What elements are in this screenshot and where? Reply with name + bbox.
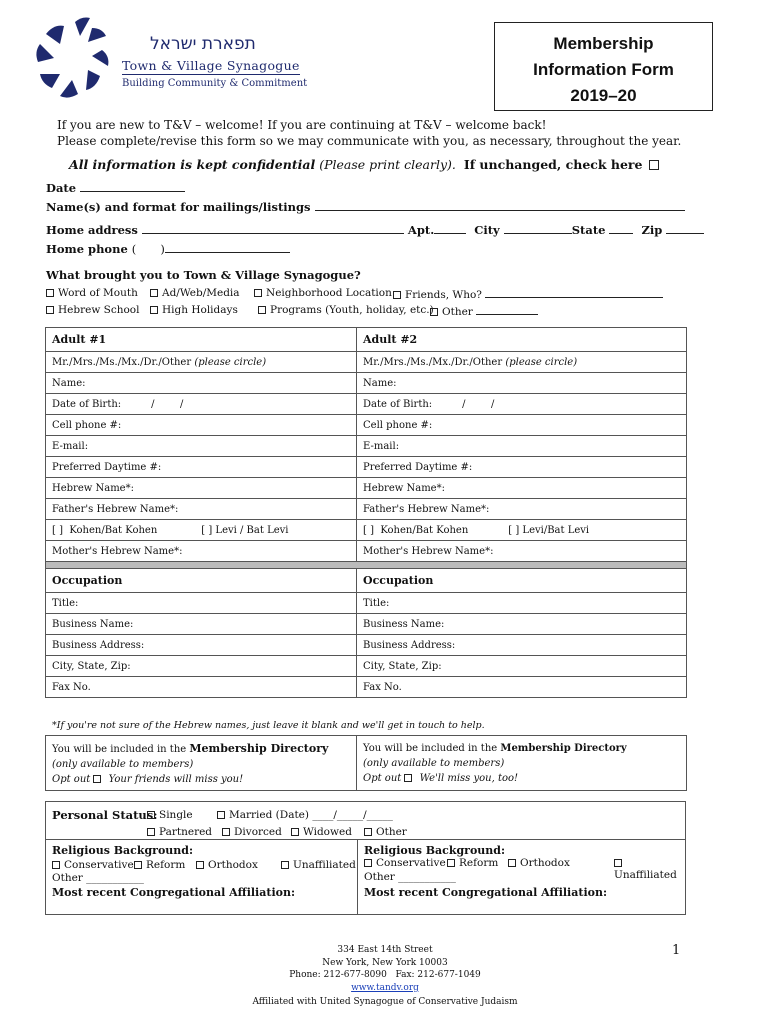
- table-row: [46, 614, 687, 635]
- address-row: [46, 223, 704, 237]
- intro-line1: If you are new to T&V – welcome! If you are continuing at T&V – welcome back!: [57, 118, 547, 132]
- option-label: Other: [376, 826, 407, 838]
- table-row: [46, 656, 687, 677]
- checkbox-icon: [150, 306, 158, 314]
- referral-option-programs[interactable]: [258, 304, 434, 316]
- other-field[interactable]: [476, 304, 538, 315]
- religious-left-orthodox[interactable]: [196, 859, 258, 871]
- occupation2-fax-cell[interactable]: Fax No.: [357, 677, 687, 698]
- footer: [185, 944, 585, 1009]
- apt-label: Apt.: [407, 223, 435, 237]
- org-hebrew-name: תפארת ישראל: [150, 34, 256, 54]
- checkbox-icon: [147, 828, 155, 836]
- status-single[interactable]: [147, 809, 193, 821]
- table-row: [46, 593, 687, 614]
- occupation1-title-cell[interactable]: Title:: [46, 593, 357, 614]
- page-number: 1: [672, 943, 681, 958]
- adult1-name-cell[interactable]: Name:: [46, 373, 357, 394]
- directory-title: Membership Directory: [500, 743, 627, 754]
- table-row: [46, 499, 687, 520]
- checkbox-icon: [134, 861, 142, 869]
- adult2-header: Adult #2: [357, 328, 687, 352]
- names-row: [46, 200, 685, 214]
- phone-paren-close: ): [160, 242, 165, 256]
- option-label: Unaffiliated: [293, 859, 356, 871]
- option-label: Widowed: [303, 826, 352, 838]
- affiliation-right[interactable]: Most recent Congregational Affiliation:: [364, 886, 608, 899]
- occupation2-business-name-cell[interactable]: Business Name:: [357, 614, 687, 635]
- adult1-title-cell[interactable]: [46, 352, 357, 373]
- form-title-line2: Information Form: [533, 60, 674, 79]
- checkbox-icon: [614, 859, 622, 867]
- checkbox-icon: [281, 861, 289, 869]
- home-address-label: Home address: [46, 223, 138, 237]
- status-married[interactable]: [217, 809, 393, 821]
- opt-out-note: Your friends will miss you!: [108, 774, 244, 785]
- table-row: [46, 541, 687, 562]
- religious-left-other[interactable]: Other ___________: [52, 872, 144, 884]
- adult1-daytime-cell[interactable]: Preferred Daytime #:: [46, 457, 357, 478]
- occupation1-header: Occupation: [46, 569, 357, 593]
- checkbox-icon: [254, 289, 262, 297]
- title-options: Mr./Mrs./Ms./Mx./Dr./Other: [52, 356, 192, 368]
- occupation1-city-cell[interactable]: City, State, Zip:: [46, 656, 357, 677]
- religious-right-other[interactable]: Other ___________: [364, 871, 456, 883]
- state-field[interactable]: [609, 223, 633, 234]
- option-label: Friends, Who?: [405, 289, 482, 301]
- option-label: Other: [442, 306, 473, 318]
- occupation1-business-address-cell[interactable]: Business Address:: [46, 635, 357, 656]
- option-label: Word of Mouth: [58, 287, 138, 299]
- logo-mark-icon: [30, 14, 120, 109]
- dob-label: Date of Birth:: [363, 398, 433, 410]
- religious-left-unaffiliated[interactable]: [281, 859, 356, 871]
- adult1-father-cell[interactable]: Father's Hebrew Name*:: [46, 499, 357, 520]
- religious-right-title: Religious Background:: [364, 844, 506, 857]
- option-label: Reform: [146, 859, 186, 871]
- table-row: [46, 373, 687, 394]
- checkbox-icon: [217, 811, 225, 819]
- option-label: Neighborhood Location: [266, 287, 392, 299]
- status-divorced[interactable]: [222, 826, 282, 838]
- religious-right-unaffiliated[interactable]: [614, 857, 685, 881]
- checkbox-icon: [46, 306, 54, 314]
- names-label: Name(s) and format for mailings/listings: [46, 200, 311, 214]
- checkbox-icon: [364, 828, 372, 836]
- checkbox-icon: [258, 306, 266, 314]
- directory-title: Membership Directory: [189, 742, 329, 755]
- kohen-option[interactable]: [ ] Kohen/Bat Kohen: [363, 524, 469, 536]
- table-row: [46, 394, 687, 415]
- referral-option-other[interactable]: [430, 304, 538, 318]
- home-address-field[interactable]: [142, 223, 404, 234]
- option-label: Unaffiliated: [614, 869, 677, 881]
- checkbox-icon: [291, 828, 299, 836]
- divider: [46, 839, 685, 840]
- form-title-line1: Membership: [553, 34, 654, 53]
- zip-label: Zip: [641, 223, 663, 237]
- directory-intro: You will be included in the: [363, 743, 498, 754]
- option-label: Orthodox: [520, 857, 570, 869]
- adult2-father-cell[interactable]: Father's Hebrew Name*:: [357, 499, 687, 520]
- directory-left-cell: [46, 736, 357, 791]
- referral-option-hebrew-school[interactable]: [46, 304, 140, 316]
- zip-field[interactable]: [666, 223, 704, 234]
- occupation2-city-cell[interactable]: City, State, Zip:: [357, 656, 687, 677]
- affiliation-left[interactable]: Most recent Congregational Affiliation:: [52, 886, 296, 899]
- status-widowed[interactable]: [291, 826, 352, 838]
- table-row: [46, 328, 687, 352]
- org-tagline: Building Community & Commitment: [122, 78, 308, 89]
- option-label: Conservative: [64, 859, 134, 871]
- checkbox-icon: [364, 859, 372, 867]
- referral-question: What brought you to Town & Village Synagogue?: [46, 268, 361, 282]
- occupation2-business-address-cell[interactable]: Business Address:: [357, 635, 687, 656]
- option-label: High Holidays: [162, 304, 238, 316]
- confidential-text: All information is kept confidential: [69, 157, 316, 172]
- religious-right-orthodox[interactable]: [508, 857, 570, 869]
- personal-status-box: [45, 801, 686, 915]
- state-label: State: [571, 223, 606, 237]
- intro-line2: Please complete/revise this form so we may communicate with you, as necessary, throughout the year.: [57, 134, 682, 148]
- checkbox-icon: [196, 861, 204, 869]
- home-phone-field[interactable]: [165, 242, 290, 253]
- adult2-kohen-levi-cell[interactable]: [357, 520, 687, 541]
- occupation2-header: Occupation: [357, 569, 687, 593]
- phone-paren-open: (: [131, 242, 137, 256]
- date-field[interactable]: [80, 181, 185, 192]
- footer-affiliation: Affiliated with United Synagogue of Conservative Judaism: [252, 997, 518, 1007]
- occupation2-title-cell[interactable]: Title:: [357, 593, 687, 614]
- please-circle: (please circle): [194, 356, 267, 368]
- adult1-cell-cell[interactable]: Cell phone #:: [46, 415, 357, 436]
- opt-out-label: Opt out: [52, 774, 91, 785]
- religious-left-conservative[interactable]: [52, 859, 134, 871]
- checkbox-icon: [447, 859, 455, 867]
- adult1-header: Adult #1: [46, 328, 357, 352]
- referral-option-word-of-mouth[interactable]: [46, 287, 138, 299]
- adult2-email-cell[interactable]: E-mail:: [357, 436, 687, 457]
- adult1-mother-cell[interactable]: Mother's Hebrew Name*:: [46, 541, 357, 562]
- religious-left-reform[interactable]: [134, 859, 185, 871]
- religious-right-conservative[interactable]: [364, 857, 446, 869]
- title-options: Mr./Mrs./Ms./Mx./Dr./Other: [363, 356, 503, 368]
- city-label: City: [474, 223, 500, 237]
- option-label: Single: [159, 809, 193, 821]
- opt-out-note: We'll miss you, too!: [419, 773, 519, 784]
- dob-separators: / /: [151, 398, 184, 410]
- option-label: Orthodox: [208, 859, 258, 871]
- status-partnered[interactable]: [147, 826, 212, 838]
- adult2-cell-cell[interactable]: Cell phone #:: [357, 415, 687, 436]
- website-link[interactable]: www.tandv.org: [351, 982, 419, 993]
- religious-right-reform[interactable]: [447, 857, 498, 869]
- adult2-title-cell[interactable]: [357, 352, 687, 373]
- option-label: Conservative: [376, 857, 446, 869]
- opt-out-label: Opt out: [363, 773, 402, 784]
- table-row: [46, 569, 687, 593]
- personal-status-row1: [52, 808, 158, 822]
- table-row: [46, 677, 687, 698]
- adult1-email-cell[interactable]: E-mail:: [46, 436, 357, 457]
- adult2-hebrew-name-cell[interactable]: Hebrew Name*:: [357, 478, 687, 499]
- print-clearly: (Please print clearly).: [319, 157, 456, 172]
- referral-option-friends[interactable]: [393, 287, 663, 301]
- table-row: [46, 520, 687, 541]
- phone-row: [46, 242, 290, 256]
- table-row: [46, 415, 687, 436]
- levi-option[interactable]: [ ] Levi / Bat Levi: [201, 524, 289, 536]
- footer-address2: New York, New York 10003: [322, 957, 448, 968]
- directory-availability: (only available to members): [52, 759, 194, 770]
- area-code-field[interactable]: [140, 243, 160, 253]
- date-label: Date: [46, 181, 77, 195]
- friends-who-field[interactable]: [485, 287, 663, 298]
- option-label: Ad/Web/Media: [162, 287, 240, 299]
- adult1-kohen-levi-cell[interactable]: [46, 520, 357, 541]
- opt-out-checkbox[interactable]: [404, 774, 412, 782]
- form-title-line3: 2019–20: [570, 86, 637, 105]
- hebrew-names-footnote: *If you're not sure of the Hebrew names, just leave it blank and we'll get in touch to help.: [52, 720, 485, 731]
- checkbox-icon: [52, 861, 60, 869]
- checkbox-icon: [222, 828, 230, 836]
- dob-separators: / /: [462, 398, 495, 410]
- unchanged-text: If unchanged, check here: [463, 157, 643, 172]
- footer-phone: Phone: 212-677-8090 Fax: 212-677-1049: [289, 970, 481, 980]
- kohen-option[interactable]: [ ] Kohen/Bat Kohen: [52, 524, 158, 536]
- adults-table: [45, 327, 687, 698]
- table-row: [46, 457, 687, 478]
- adult1-hebrew-name-cell[interactable]: Hebrew Name*:: [46, 478, 357, 499]
- please-circle: (please circle): [505, 356, 578, 368]
- confidential-row: [69, 157, 659, 172]
- checkbox-icon: [150, 289, 158, 297]
- apt-field[interactable]: [434, 223, 466, 234]
- directory-table: [45, 735, 687, 791]
- unchanged-checkbox[interactable]: [649, 160, 659, 170]
- option-label: Partnered: [159, 826, 213, 838]
- occupation1-fax-cell[interactable]: Fax No.: [46, 677, 357, 698]
- adult2-mother-cell[interactable]: Mother's Hebrew Name*:: [357, 541, 687, 562]
- directory-intro: You will be included in the: [52, 744, 187, 755]
- adult2-daytime-cell[interactable]: Preferred Daytime #:: [357, 457, 687, 478]
- form-title-box: [494, 22, 713, 111]
- occupation1-business-name-cell[interactable]: Business Name:: [46, 614, 357, 635]
- adult2-name-cell[interactable]: Name:: [357, 373, 687, 394]
- dob-label: Date of Birth:: [52, 398, 122, 410]
- names-field[interactable]: [315, 200, 685, 211]
- logo: [30, 14, 120, 109]
- adult1-dob-cell[interactable]: [46, 394, 357, 415]
- option-label: Divorced: [234, 826, 282, 838]
- personal-status-label: Personal Status:: [52, 808, 158, 822]
- divider: [357, 839, 358, 914]
- option-label: Programs (Youth, holiday, etc.): [270, 304, 434, 316]
- divider-row: [46, 562, 687, 569]
- status-other[interactable]: [364, 826, 407, 838]
- org-name: Town & Village Synagogue: [122, 58, 300, 73]
- date-row: [46, 181, 185, 195]
- checkbox-icon: [508, 859, 516, 867]
- checkbox-icon: [46, 289, 54, 297]
- option-label: Married (Date) ____/_____/_____: [229, 809, 393, 821]
- directory-availability: (only available to members): [363, 758, 505, 769]
- home-phone-label: Home phone: [46, 242, 128, 256]
- table-row: [46, 352, 687, 373]
- checkbox-icon: [147, 811, 155, 819]
- footer-address1: 334 East 14th Street: [337, 945, 433, 955]
- table-row: [46, 635, 687, 656]
- option-label: Hebrew School: [58, 304, 140, 316]
- option-label: Reform: [459, 857, 499, 869]
- referral-option-neighborhood[interactable]: [254, 287, 392, 299]
- city-field[interactable]: [504, 223, 572, 234]
- opt-out-checkbox[interactable]: [93, 775, 101, 783]
- gray-divider: [46, 562, 687, 569]
- checkbox-icon: [430, 308, 438, 316]
- religious-left-title: Religious Background:: [52, 844, 194, 857]
- table-row: [46, 436, 687, 457]
- checkbox-icon: [393, 291, 401, 299]
- directory-right-cell: [357, 736, 687, 791]
- adult2-dob-cell[interactable]: [357, 394, 687, 415]
- levi-option[interactable]: [ ] Levi/Bat Levi: [508, 524, 590, 536]
- referral-option-ad-web-media[interactable]: [150, 287, 240, 299]
- referral-option-high-holidays[interactable]: [150, 304, 238, 316]
- table-row: [46, 478, 687, 499]
